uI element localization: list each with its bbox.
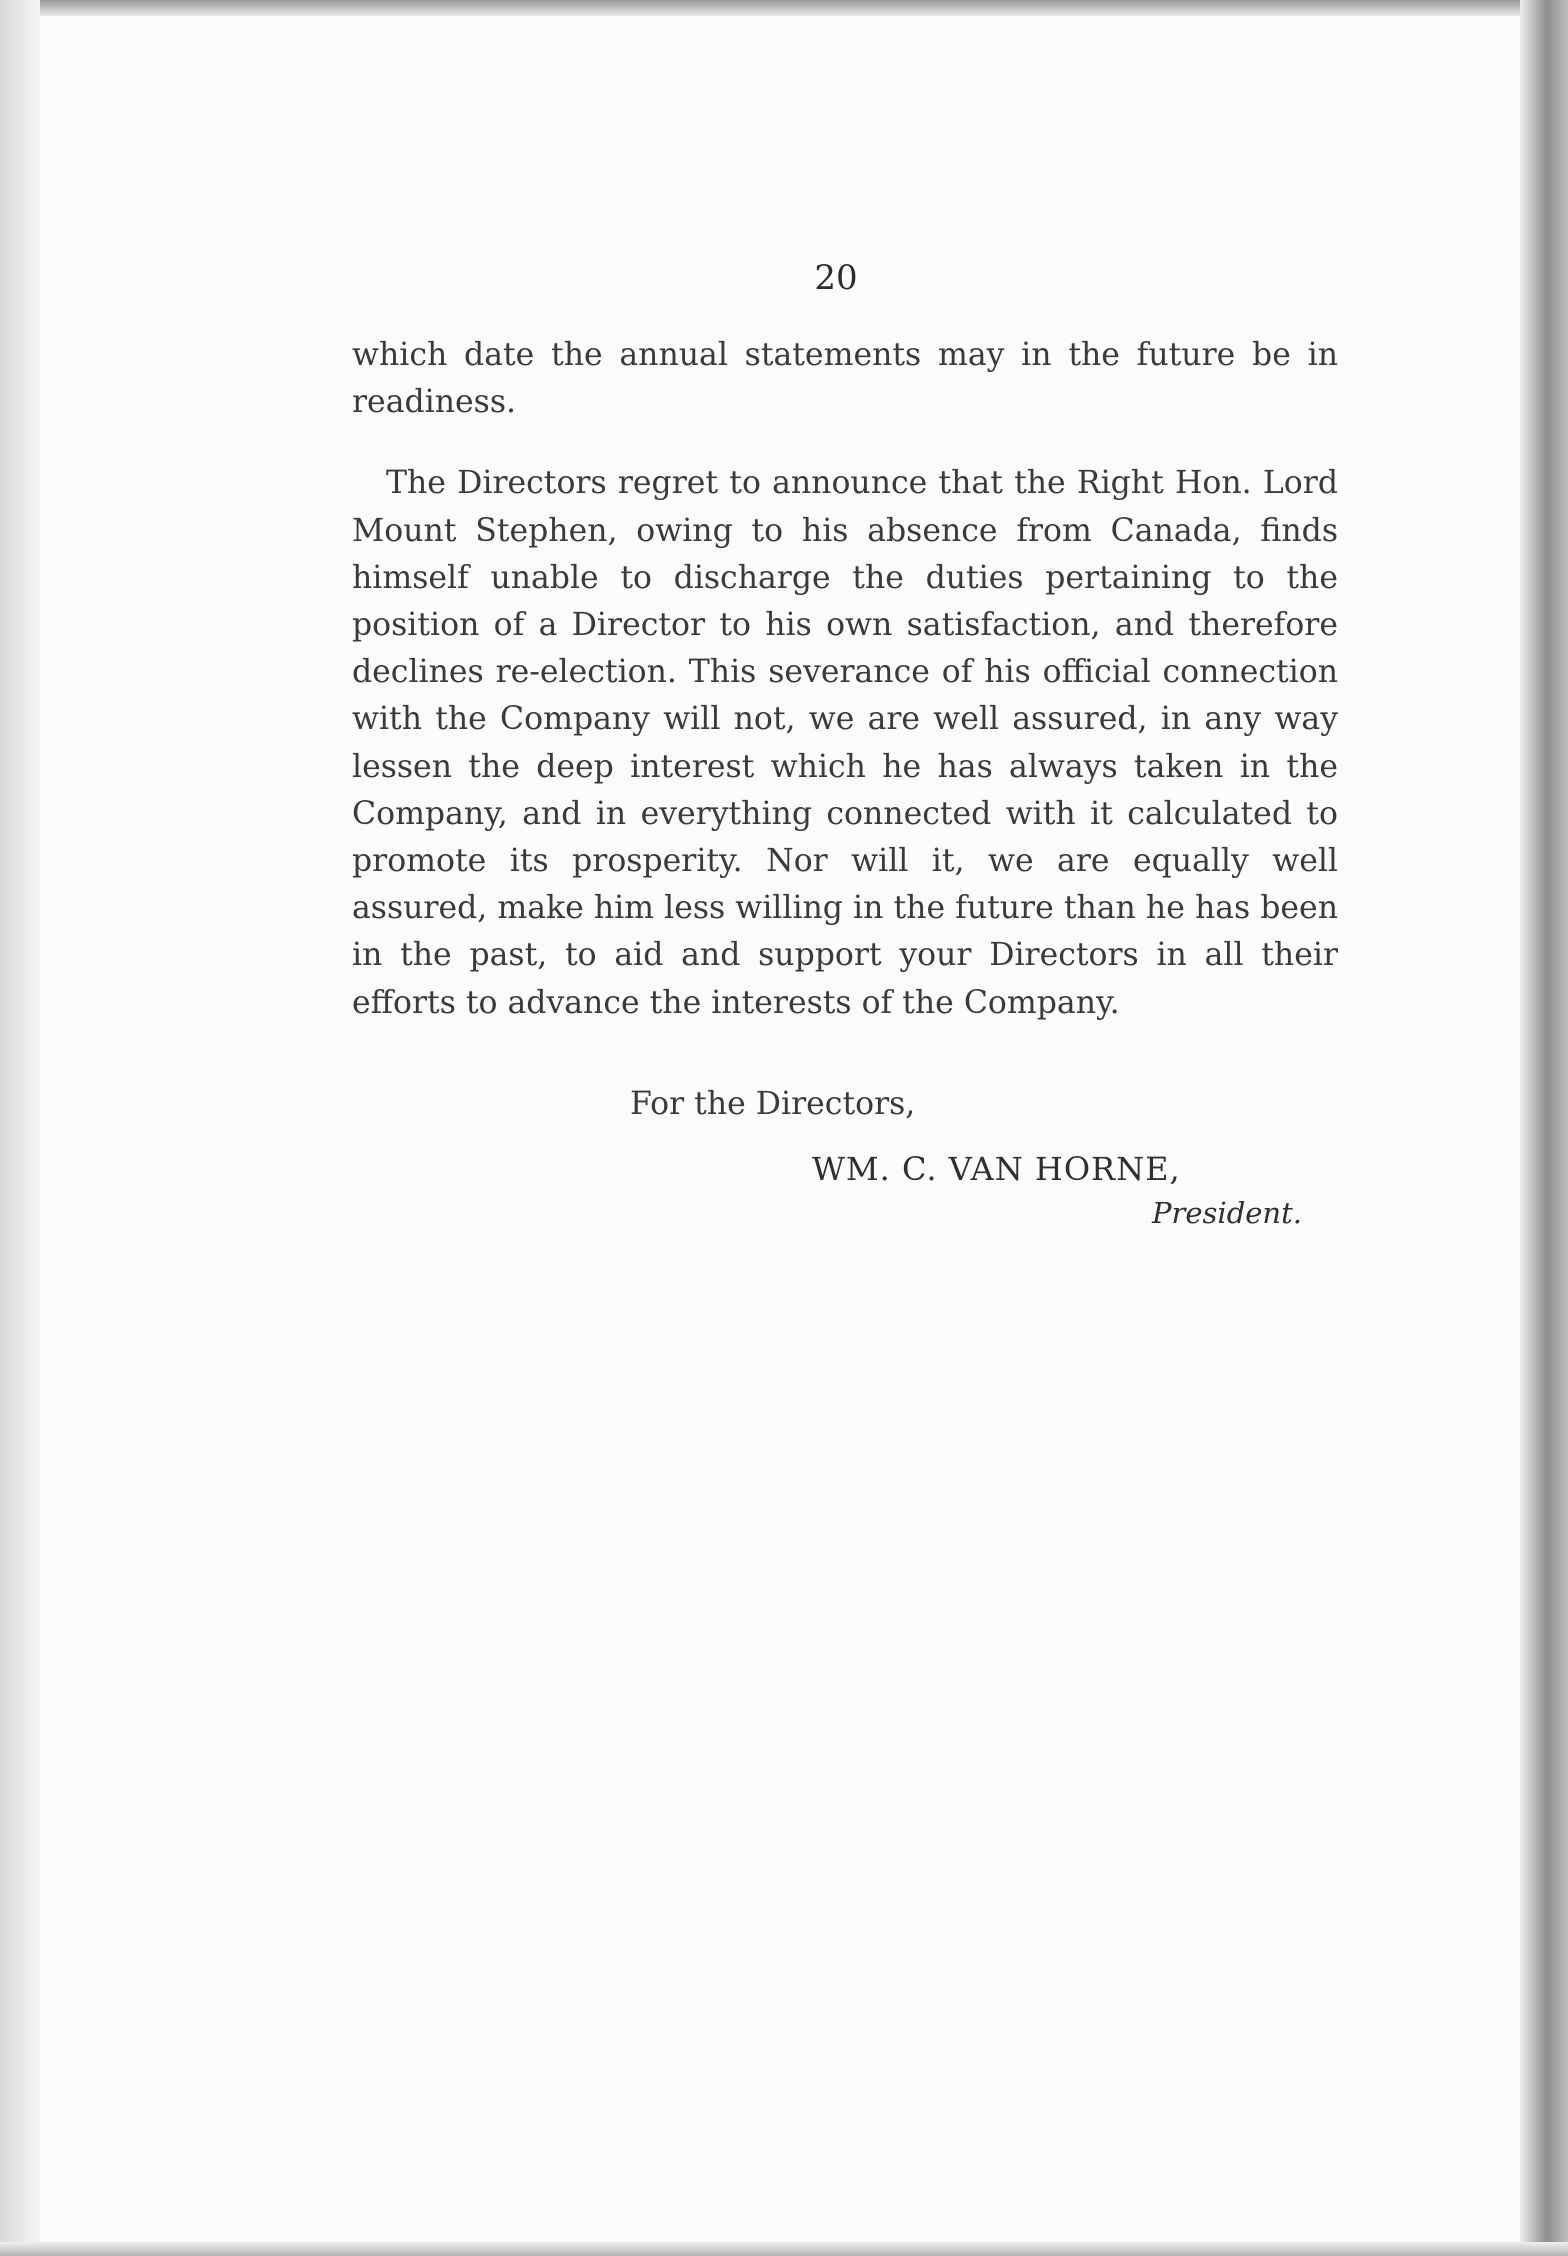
paragraph-continuation: which date the annual statements may in the future be in readiness. xyxy=(352,337,1338,421)
page-left-edge xyxy=(0,0,40,2256)
signature-title: President. xyxy=(1152,1196,1302,1230)
signature-name: WM. C. VAN HORNE, xyxy=(812,1150,1181,1188)
body-text xyxy=(352,332,1338,1027)
page-top-edge xyxy=(0,0,1568,16)
page-bottom-edge xyxy=(0,2242,1568,2256)
closing-line: For the Directors, xyxy=(630,1086,916,1122)
page-number: 20 xyxy=(814,258,858,298)
paragraph-announcement: The Directors regret to announce that the Right Hon. Lord Mount Stephen, owing to his absence from Canada, finds himself unable to discharge the duties pertaining to the position of a Director to his own satisfaction, and therefore declines re-election. This severance of his official connection with the Company will not, we are well assured, in any way lessen the deep interest which he has always taken in the Company, and in everything connected with it calculated to promote its prosperity. Nor will it, we are equally well assured, make him less willing in the future than he has been in the past, to aid and support your Directors in all their efforts to advance the interests of the Company. xyxy=(352,465,1338,1021)
book-spine-edge xyxy=(1520,0,1568,2256)
